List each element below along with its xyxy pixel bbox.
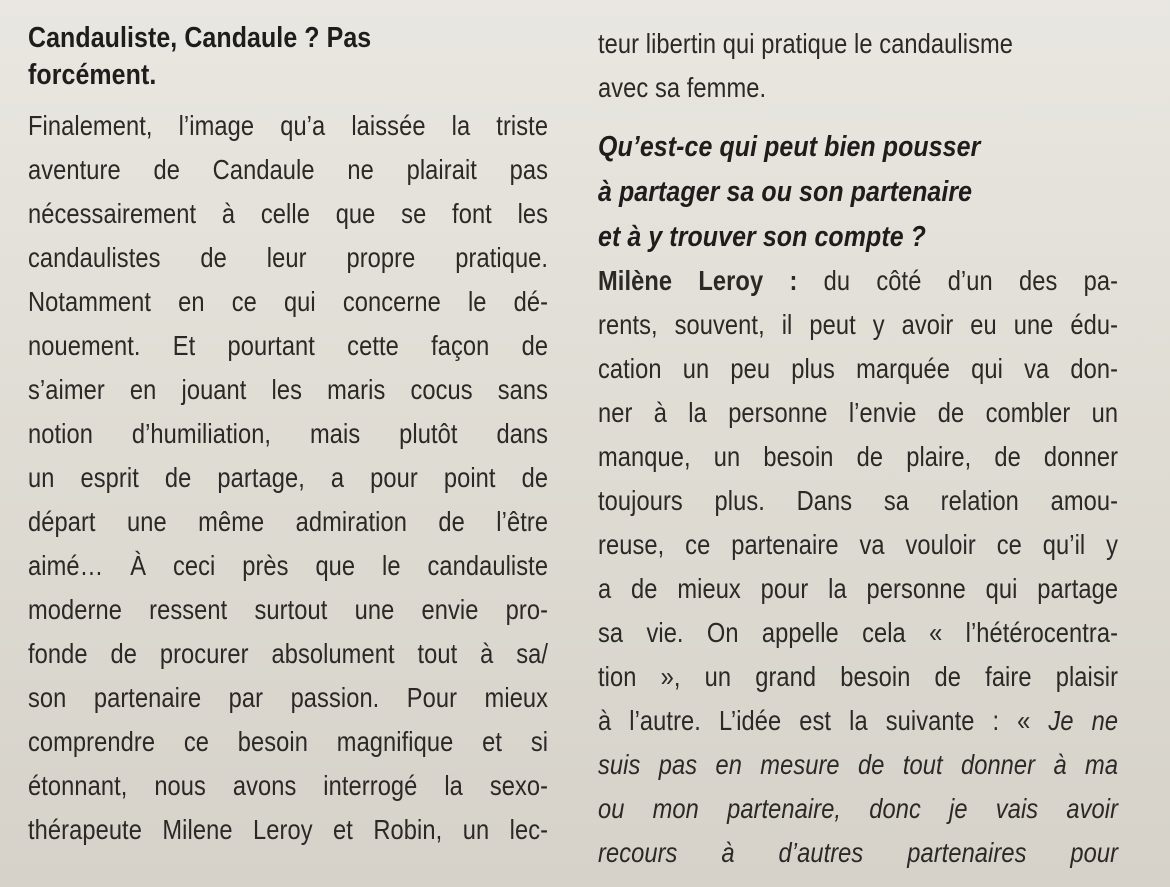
answer-mixed-line	[598, 699, 1118, 743]
interview-question-line-1: Qu’est-ce qui peut bien pousser	[598, 131, 981, 163]
speaker-name: Milène Leroy :	[598, 265, 798, 296]
answer-line: rents, souvent, il peut y avoir eu une édu-	[598, 309, 1119, 340]
body-line: comprendre ce besoin magnifique et si	[28, 726, 549, 757]
body-line: Finalement, l’image qu’a laissée la triste	[28, 110, 549, 141]
answer-mixed-plain: à l’autre. L’idée est la suivante : «	[598, 705, 1031, 736]
interview-question-line-2: à partager sa ou son partenaire	[598, 176, 973, 208]
answer-line: reuse, ce partenaire va vouloir ce qu’il y	[598, 529, 1119, 560]
answer-line: sa vie. On appelle cela « l’hétérocentra-	[598, 617, 1119, 648]
body-line: départ une même admiration de l’être	[28, 506, 549, 537]
body-line: notion d’humiliation, mais plutôt dans	[28, 418, 549, 449]
body-line: aimé… À ceci près que le candauliste	[28, 550, 549, 581]
body-line: nécessairement à celle que se font les	[28, 198, 549, 229]
interview-question-line-3: et à y trouver son compte ?	[598, 221, 927, 253]
body-line: moderne ressent surtout une envie pro-	[28, 594, 549, 625]
body-line: un esprit de partage, a pour point de	[28, 462, 549, 493]
continuation-line: avec sa femme.	[598, 72, 767, 103]
body-line: étonnant, nous avons interrogé la sexo-	[28, 770, 549, 801]
section-heading-line-2: forcément.	[28, 59, 157, 91]
answer-line: tion », un grand besoin de faire plaisir	[598, 661, 1119, 692]
quote-line: recours à d’autres partenaires pour	[598, 837, 1119, 868]
continuation-line: teur libertin qui pratique le candaulisme	[598, 28, 1014, 59]
body-line: nouement. Et pourtant cette façon de	[28, 330, 549, 361]
answer-line: a de mieux pour la personne qui partage	[598, 573, 1119, 604]
answer-line: manque, un besoin de plaire, de donner	[598, 441, 1119, 472]
body-line: thérapeute Milene Leroy et Robin, un lec-	[28, 814, 549, 845]
body-line: fonde de procurer absolument tout à sa/	[28, 638, 549, 669]
quote-line: ou mon partenaire, donc je vais avoir	[598, 793, 1119, 824]
section-heading-line-1: Candauliste, Candaule ? Pas	[28, 22, 372, 54]
answer-first-text: du côté d’un des pa-	[823, 265, 1119, 296]
body-line: Notamment en ce qui concerne le dé-	[28, 286, 549, 317]
answer-first-line	[598, 259, 1118, 303]
body-line: s’aimer en jouant les maris cocus sans	[28, 374, 549, 405]
answer-line: cation un peu plus marquée qui va don-	[598, 353, 1119, 384]
quote-line: suis pas en mesure de tout donner à ma	[598, 749, 1119, 780]
body-line: son partenaire par passion. Pour mieux	[28, 682, 549, 713]
answer-line: ner à la personne l’envie de combler un	[598, 397, 1119, 428]
body-line: aventure de Candaule ne plairait pas	[28, 154, 549, 185]
body-line: candaulistes de leur propre pratique.	[28, 242, 549, 273]
answer-mixed-italic: Je ne	[1048, 705, 1119, 736]
answer-line: toujours plus. Dans sa relation amou-	[598, 485, 1119, 516]
